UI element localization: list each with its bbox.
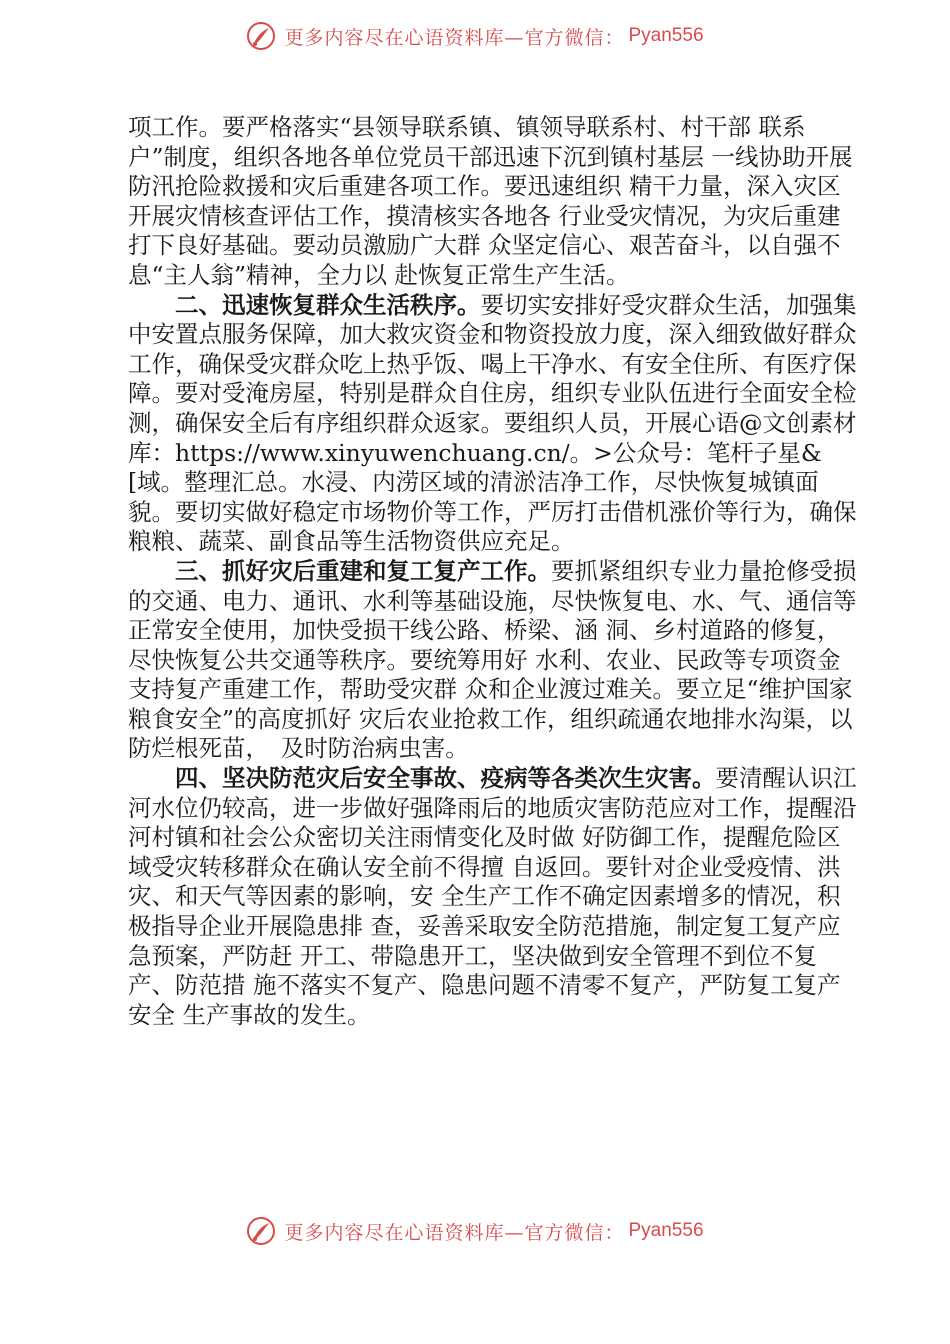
header-banner-text: 更多内容尽在心语资料库—官方微信： [284, 26, 625, 49]
paragraph-continuation: 项工作。要严格落实“县领导联系镇、镇领导联系村、村干部 联系户”制度，组织各地各单位党员干部迅速下沉到镇村基层 一线协助开展防汛抢险救援和灾后重建各项工作。要迅速组织 精干力量，深入灾区开展灾情核查评估工作，摸清核实各地各 行业受灾情况，为灾后重建打下良好基础。要动员激励广大群 众坚定信心、艰苦奋斗，以自强不息“主人翁”精神，全力以 赴恢复正常生产生活。 [128, 113, 853, 289]
footer-banner [0, 1211, 950, 1251]
brush-logo-icon [246, 1216, 276, 1246]
section-4-text: 要清醒认识江河水位仍较高，进一步做好强降雨后的地质灾害防范应对工作，提醒沿河村镇和社会公众密切关注雨情变化及时做 好防御工作，提醒危险区域受灾转移群众在确认安全前不得擅 自返回。要针对企业受疫情、洪灾、和天气等因素的影响，安 全生产工作不确定因素增多的情况，积极指导企业开展隐患排 查，妥善采取安全防范措施，制定复工复产应急预案，严防赶 开工、带隐患开工，坚决做到安全管理不到位不复产、防范措 施不落实不复产、隐患问题不清零不复产，严防复工复产安全 生产事故的发生。 [128, 764, 857, 1029]
brush-logo-icon [246, 21, 276, 51]
header-banner [0, 16, 950, 56]
section-3-text: 要抓紧组织专业力量抢修受损的交通、电力、通讯、水利等基础设施，尽快恢复电、水、气、通信等正常安全使用，加快受损干线公路、桥梁、涵 洞、乡村道路的修复，尽快恢复公共交通等秩序。要统筹用好 水利、农业、民政等专项资金支持复产重建工作，帮助受灾群 众和企业渡过难关。要立足“维护国家粮食安全”的高度抓好 灾后农业抢救工作，组织疏通农地排水沟渠，以防烂根死苗， 及时防治病虫害。 [128, 556, 857, 763]
section-3 [128, 557, 858, 764]
section-4-heading: 四、坚决防范灾后安全事故、疫病等各类次生灾害。 [175, 764, 716, 793]
header-wechat-handle: Pyan556 [628, 25, 704, 46]
section-3-heading: 三、抓好灾后重建和复工复产工作。 [175, 556, 551, 585]
footer-banner-text: 更多内容尽在心语资料库—官方微信： [284, 1221, 625, 1244]
document-body [128, 113, 858, 1030]
section-2-heading: 二、迅速恢复群众生活秩序。 [175, 290, 481, 319]
footer-wechat-handle: Pyan556 [628, 1220, 704, 1241]
section-4 [128, 764, 858, 1030]
section-2-text: 要切实安排好受灾群众生活，加强集中安置点服务保障，加大救灾资金和物资投放力度，深入细致做好群众工作，确保受灾群众吃上热乎饭、喝上干净水、有安全住所、有医疗保障。要对受淹房屋，特别是群众自住房，组织专业队伍进行全面安全检测，确保安全后有序组织群众返家。要组织人员，开展心语@文创素材库：https://www.xinyuwenchuang.cn/。>公众号：笔杆子星&[域。整理汇总。水浸、内涝区域的清淤洁净工作，尽快恢复城镇面貌。要切实做好稳定市场物价等工作，严厉打击借机涨价等行为，确保粮粮、蔬菜、副食品等生活物资供应充足。 [128, 290, 857, 556]
section-2 [128, 291, 858, 557]
